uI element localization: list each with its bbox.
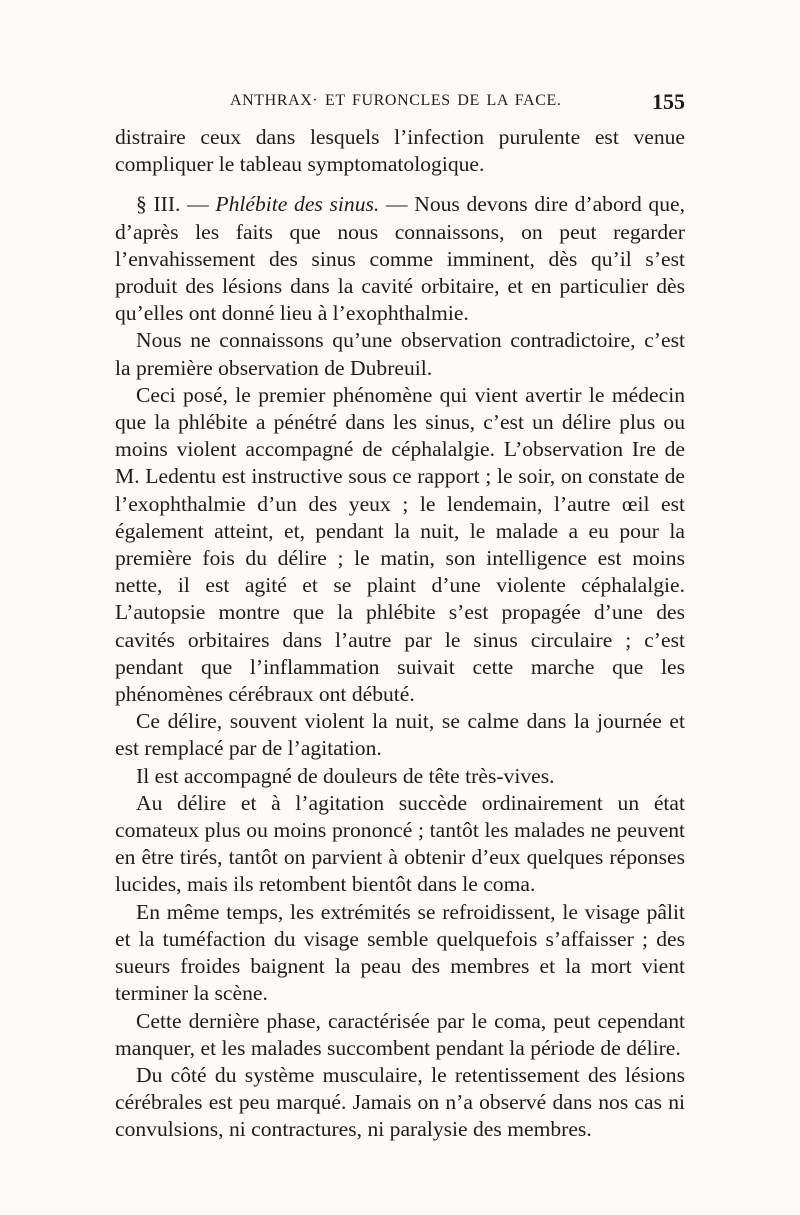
page-number: 155 (652, 89, 685, 114)
paragraph: Nous ne connaissons qu’une observation contradictoire, c’est la première observation de Dubreuil. (115, 328, 685, 380)
section-dash: — (180, 192, 216, 217)
paragraph: En même temps, les extrémités se refroidissent, le visage pâlit et la tuméfaction du visage semble quelquefois s’affaisser ; des sueurs froides baignent la peau des membres et la mort vient terminer la scène. (115, 899, 685, 1006)
paragraph: Il est accompagné de douleurs de tête très-vives. (136, 763, 555, 788)
paragraph: distraire ceux dans lesquels l’infection purulente est venue compliquer le tableau symptomatologique. (115, 125, 685, 177)
body-text (115, 124, 685, 1144)
paragraph: Au délire et à l’agitation succède ordinairement un état comateux plus ou moins prononcé ; tantôt les malades ne peuvent en être tirés, tantôt on parvient à obtenir d’eux quelques réponses lucides, mais ils retombent bientôt dans le coma. (115, 790, 685, 897)
section-title: Phlébite des sinus. (215, 192, 380, 217)
page-header (230, 89, 685, 122)
section-number: § III. (136, 192, 181, 217)
paragraph: Ce délire, souvent violent la nuit, se calme dans la journée et est remplacé par de l’agitation. (115, 709, 685, 761)
paragraph: Du côté du système musculaire, le retentissement des lésions cérébrales est peu marqué. Jamais on n’a observé dans nos cas ni convulsions, ni contractures, ni paralysie des membres. (115, 1062, 685, 1142)
paragraph-text: — Nous devons dire d’abord que, d’après les faits que nous connaissons, on peut regarder l’envahissement des sinus comme imminent, dès qu’il s’est produit des lésions dans la cavité orbitaire, et en particulier dès qu’elles ont donné lieu à l’exophthalmie. (115, 192, 686, 326)
paragraph: Cette dernière phase, caractérisée par le coma, peut cependant manquer, et les malades succombent pendant la période de délire. (115, 1008, 685, 1060)
running-title: ANTHRAX· ET FURONCLES DE LA FACE. (230, 92, 562, 109)
paragraph: Ceci posé, le premier phénomène qui vient avertir le médecin que la phlébite a pénétré dans les sinus, c’est un délire plus ou moins violent accompagné de céphalalgie. L’observation Ire de M. Ledentu est instructive sous ce rapport ; le soir, on constate de l’exophthalmie d’un des yeux ; le lendemain, l’autre œil est également atteint, et, pendant la nuit, le malade a eu pour la première fois du délire ; le matin, son intelligence est moins nette, il est agité et se plaint d’une violente céphalalgie. L’autopsie montre que la phlébite s’est propagée d’une des cavités orbitaires dans l’autre par le sinus circulaire ; c’est pendant que l’inflammation suivait cette marche que les phénomènes cérébraux ont débuté. (115, 382, 685, 707)
section-paragraph (115, 191, 685, 327)
